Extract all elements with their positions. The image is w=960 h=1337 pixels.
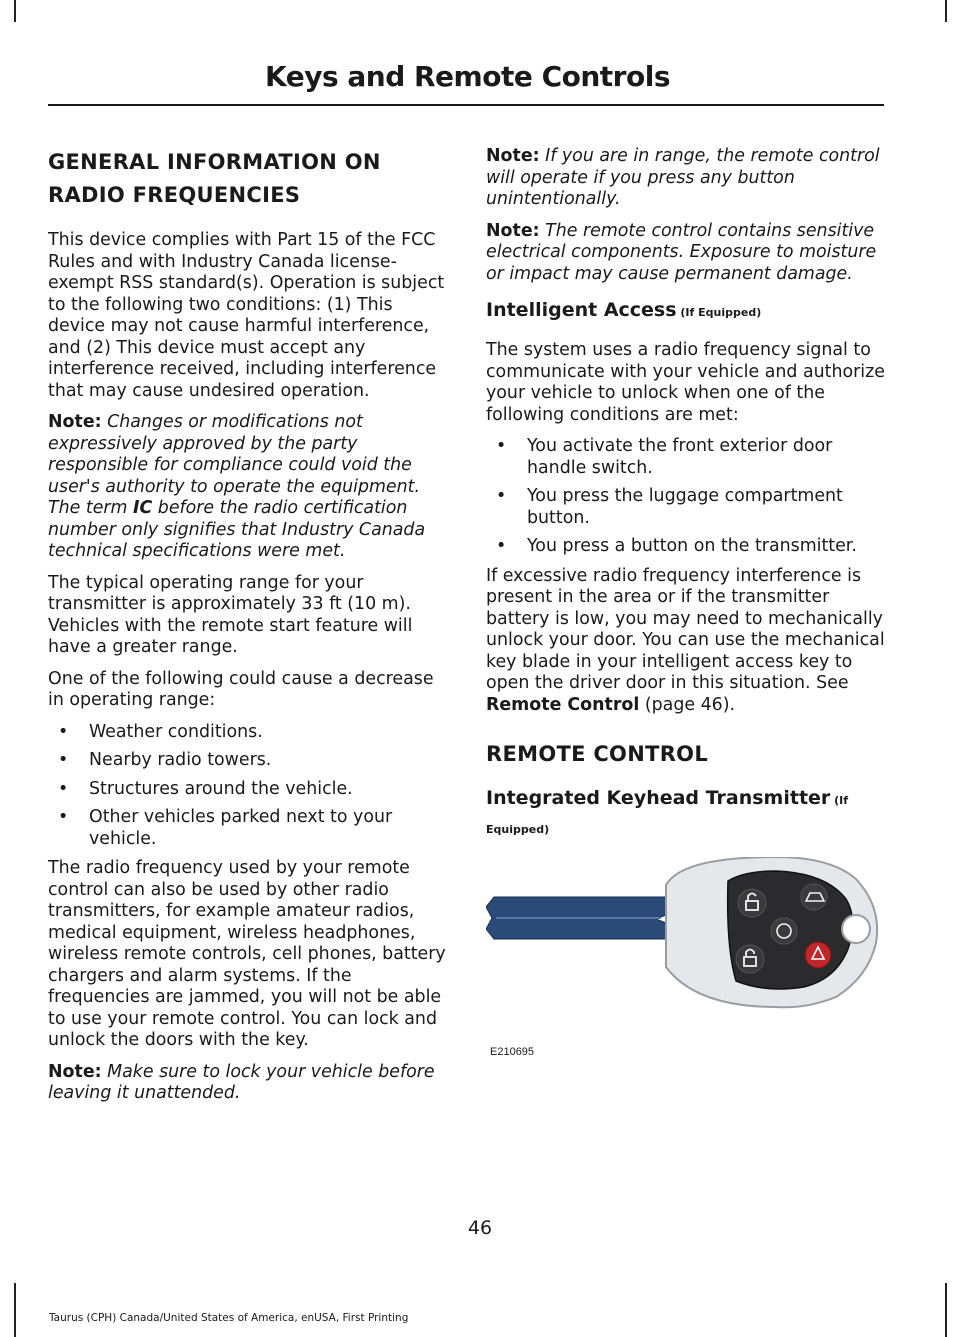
note-in-range: Note: If you are in range, the remote control will operate if you press any button unintentionally. xyxy=(486,146,880,209)
paragraph-radio-interference: The radio frequency used by your remote control can also be used by other radio transmitters, for example amateur radios, medical equipment, wireless headphones, wireless remote controls, cell phones, battery chargers and alarm systems. If the frequencies are jammed, you will not be able to use your remote control. You can lock and unlock the doors with the key. xyxy=(48,858,446,1050)
footer-print-info: Taurus (CPH) Canada/United States of America, enUSA, First Printing xyxy=(49,1312,409,1324)
list-item: • Structures around the vehicle. xyxy=(58,778,353,799)
note-label: Note: xyxy=(486,220,540,241)
header-divider xyxy=(48,104,884,106)
list-item: • Weather conditions. xyxy=(58,721,263,742)
note-lock-vehicle: Note: Make sure to lock your vehicle before leaving it unattended. xyxy=(48,1061,435,1103)
paragraph-fcc-compliance: This device complies with Part 15 of the FCC Rules and with Industry Canada license-exempt RSS standard(s). Operation is subject to the following two conditions: (1) This device may not cause harmful interference, and (2) This device must accept any interference received, including interference that may cause undesired operation. xyxy=(48,230,445,401)
crop-mark xyxy=(945,0,947,22)
note-sensitive-components: Note: The remote control contains sensitive electrical components. Exposure to moisture or impact may cause permanent damage. xyxy=(486,220,877,284)
cross-reference-link[interactable]: Remote Control xyxy=(486,694,640,715)
page-number: 46 xyxy=(467,1217,493,1239)
paragraph-excessive-interference: If excessive radio frequency interference is present in the area or if the transmitter battery is low, you may need to mechanically unlock your door. You can use the mechanical key blade in your intelligent access key to open the driver door in this situation. See Remote Control (page 46). xyxy=(486,565,885,715)
paragraph-intelligent-access: The system uses a radio frequency signal to communicate with your vehicle and authorize your vehicle to unlock when one of the following conditions are met: xyxy=(486,340,885,425)
paragraph-range-decrease: One of the following could cause a decrease in operating range: xyxy=(48,668,434,710)
list-item: • You press the luggage compartment button. xyxy=(496,486,843,528)
note-label: Note: xyxy=(486,146,540,166)
note-label: Note: xyxy=(48,1061,102,1082)
page-header-title: Keys and Remote Controls xyxy=(265,60,670,93)
section-heading-remote-control: REMOTE CONTROL xyxy=(486,742,709,766)
note-modifications: Note: Changes or modifications not expressively approved by the party responsible for compliance could void the user's authority to operate the equipment. The term IC before the radio certification number only signifies that Industry Canada technical specifications were met. xyxy=(48,412,426,561)
list-item: • You press a button on the transmitter. xyxy=(496,536,857,556)
left-column xyxy=(48,146,448,1115)
crop-mark xyxy=(14,1283,16,1337)
unlock-conditions-list xyxy=(486,436,886,558)
paragraph-operating-range: The typical operating range for your transmitter is approximately 33 ft (10 m). Vehicles with the remote start feature will have a greater range. xyxy=(48,572,413,657)
range-factors-list xyxy=(48,722,448,851)
subheading-integrated-keyhead: Integrated Keyhead Transmitter (If Equipped) xyxy=(486,787,849,836)
key-illustration xyxy=(486,857,882,1072)
keyhead-transmitter-figure xyxy=(486,857,882,1072)
ic-term: IC xyxy=(133,498,153,518)
list-item: • Other vehicles parked next to your vehicle. xyxy=(58,807,393,849)
right-column xyxy=(486,146,886,1072)
list-item: • Nearby radio towers. xyxy=(58,750,272,770)
note-label: Note: xyxy=(48,412,102,432)
crop-mark xyxy=(14,0,16,22)
figure-label: E210695 xyxy=(490,1046,535,1058)
subheading-intelligent-access: Intelligent Access (If Equipped) xyxy=(486,299,762,321)
list-item: • You activate the front exterior door handle switch. xyxy=(496,436,833,478)
section-heading-radio-frequencies: GENERAL INFORMATION ON RADIO FREQUENCIES xyxy=(48,150,381,207)
crop-mark xyxy=(945,1283,947,1337)
